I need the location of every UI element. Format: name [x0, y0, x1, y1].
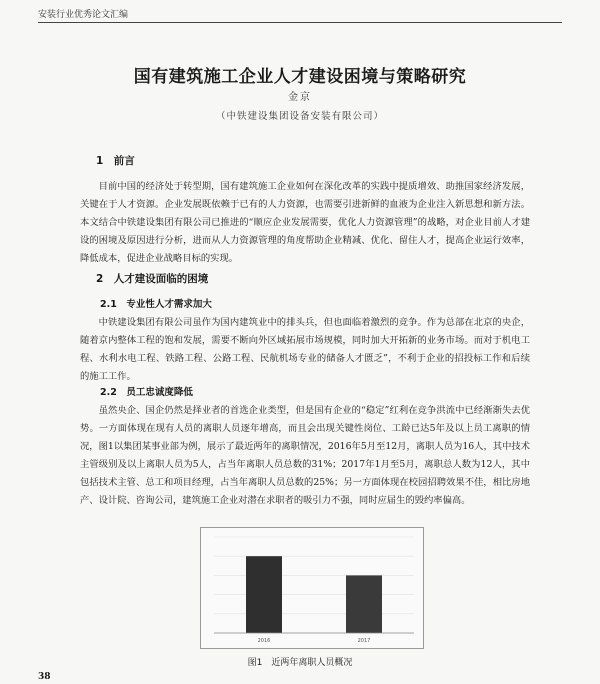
subsection-2-2-paragraph [80, 402, 530, 510]
bar-2017 [346, 575, 382, 633]
bar-chart [200, 527, 424, 649]
paragraph-text: 中铁建设集团有限公司虽作为国内建筑业中的排头兵，但也面临着激烈的竞争。作为总部在北京的央企，随着京内整体工程的饱和发展，需要不断向外区域拓展市场规模，同时加大开拓新的业务市场。而对于机电工程、水利水电工程、铁路工程、公路工程、民航机场专业的储备人才匮乏”，不利于企业的招投标工作和后续的施工工作。 [80, 317, 530, 382]
bar-2016 [246, 556, 282, 633]
running-head: 安装行业优秀论文汇编 [38, 10, 129, 20]
subsection-heading-2-2: 2.2 员工忠诚度降低 [100, 387, 193, 398]
section-heading-2: 2 人才建设面临的困境 [96, 273, 209, 285]
section-heading-1: 1 前言 [96, 155, 135, 167]
x-tick-label: 2016 [257, 638, 271, 644]
header-rule [38, 22, 562, 23]
page-number: 38 [38, 672, 51, 682]
paragraph-text: 目前中国的经济处于转型期，国有建筑施工企业如何在深化改革的实践中提质增效、助推国家经济发展，关键在于人才资源。企业发展既依赖于已有的人力资源，也需要引进新鲜的血液为企业注入新思想和新方法。本文结合中铁建设集团有限公司已推进的“顺应企业发展需要，优化人力资源管理”的战略，对企业目前人才建设的困境及原因进行分析，进而从人力资源管理的角度帮助企业精减、优化、留住人才，提高企业运行效率，降低成本，促进企业战略目标的实现。 [80, 181, 530, 264]
subsection-heading-2-1: 2.1 专业性人才需求加大 [100, 299, 212, 310]
subsection-2-1-paragraph [80, 314, 530, 386]
author-affiliation: （中铁建设集团设备安装有限公司） [215, 111, 384, 122]
chart-frame [201, 528, 424, 649]
author-name: 金京 [288, 92, 312, 103]
figure-caption: 图1 近两年离职人员概况 [247, 658, 353, 668]
article-title: 国有建筑施工企业人才建设困境与策略研究 [133, 67, 467, 87]
figure-1-chart [200, 527, 424, 649]
x-tick-label: 2017 [357, 638, 371, 644]
paragraph-text: 虽然央企、国企仍然是择业者的首选企业类型，但是国有企业的“稳定”红利在竞争洪流中已经渐渐失去优势。一方面体现在现有人员的离职人员逐年增高，而且会出现关键性岗位、工龄已达5年及以上员工离职的情况，图1以集团某事业部为例，展示了最近两年的离职情况，2016年5月至12月，离职人员为16人，其中技术主管级别及以上离职人员为5人，占当年离职人员总数的31%；2017年1月至5月，离职总人数为12人，其中包括技术主管、总工和项目经理，占当年离职人员总数的25%；另一方面体现在校园招聘效果不佳，相比房地产、设计院、咨询公司，建筑施工企业对潜在求职者的吸引力不强，同时应届生的毁约率偏高。 [80, 405, 530, 506]
section-1-paragraph [80, 178, 530, 268]
